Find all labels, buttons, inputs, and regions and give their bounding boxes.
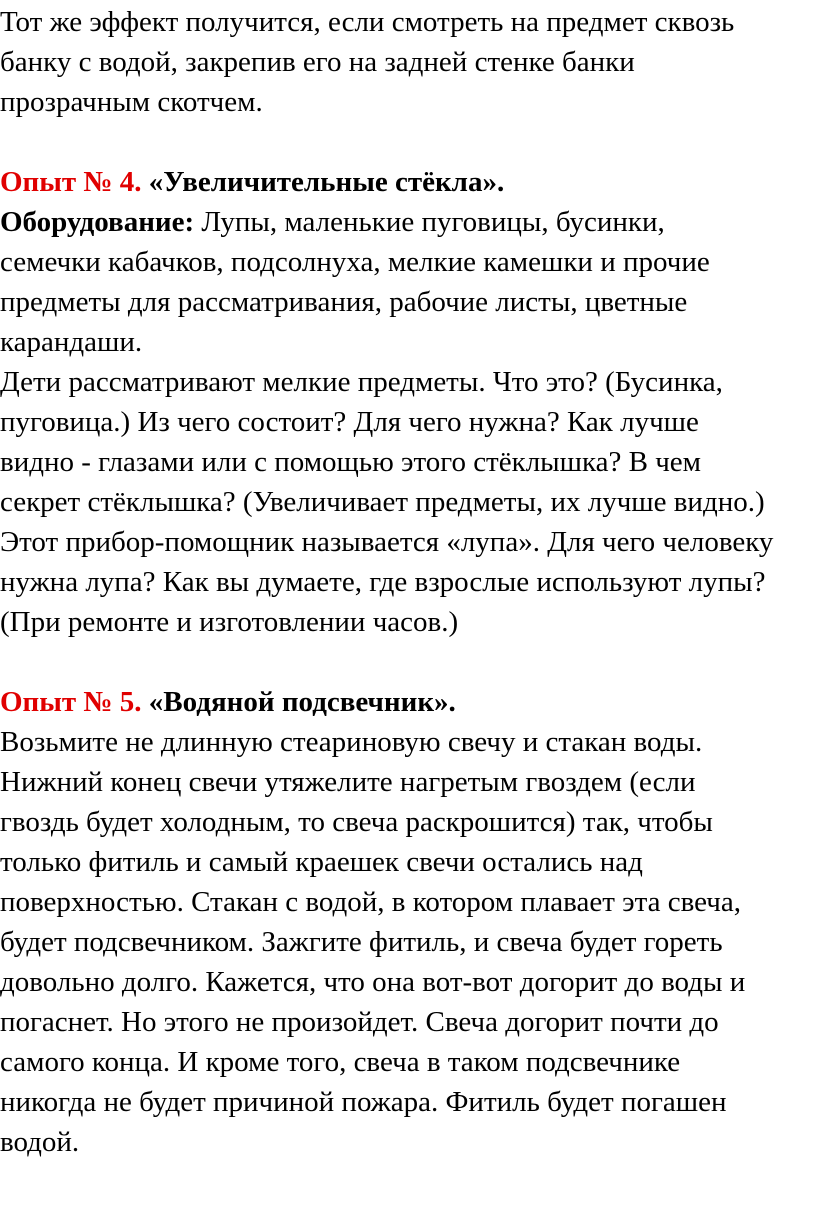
experiment-5-body-line-11: водой. [0,1126,80,1158]
experiment-5-body-line-6: будет подсвечником. Зажгите фитиль, и свеча будет гореть [0,926,723,958]
experiment-4-body-line-4: секрет стёклышка? (Увеличивает предметы, их лучше видно.) [0,486,765,518]
experiment-5-body-line-5: поверхностью. Стакан с водой, в котором плавает эта свеча, [0,886,742,918]
experiment-5-title: «Водяной подсвечник». [148,686,456,718]
experiment-4-title: «Увеличительные стёкла». [148,166,505,198]
experiment-4-body-line-1: Дети рассматривают мелкие предметы. Что это? (Бусинка, [0,366,723,398]
experiment-5-body-line-4: только фитиль и самый краешек свечи остались над [0,846,643,878]
experiment-5-body-line-8: погаснет. Но этого не произойдет. Свеча догорит почти до [0,1006,719,1038]
equipment-line-1 [0,202,665,242]
experiment-5-body-line-9: самого конца. И кроме того, свеча в таком подсвечнике [0,1046,681,1078]
equipment-line-4: карандаши. [0,326,143,358]
equipment-line-2: семечки кабачков, подсолнуха, мелкие камешки и прочие [0,246,710,278]
experiment-5-heading [0,682,456,722]
experiment-4-body-line-3: видно - глазами или с помощью этого стёклышка? В чем [0,446,702,478]
experiment-5-body-line-2: Нижний конец свечи утяжелите нагретым гвоздем (если [0,766,696,798]
experiment-4-body-line-6: нужна лупа? Как вы думаете, где взрослые используют лупы? [0,566,766,598]
experiment-5-number: Опыт № 5. [0,686,142,718]
intro-line-1: Тот же эффект получится, если смотреть на предмет сквозь [0,6,735,38]
experiment-5-body-line-1: Возьмите не длинную стеариновую свечу и стакан воды. [0,726,703,758]
intro-line-3: прозрачным скотчем. [0,86,263,118]
experiment-5-body-line-7: довольно долго. Кажется, что она вот-вот догорит до воды и [0,966,746,998]
experiment-5-body-line-3: гвоздь будет холодным, то свеча раскрошится) так, чтобы [0,806,713,838]
equipment-line-3: предметы для рассматривания, рабочие листы, цветные [0,286,688,318]
intro-line-2: банку с водой, закрепив его на задней стенке банки [0,46,635,78]
equipment-label: Оборудование: [0,206,195,238]
experiment-4-number: Опыт № 4. [0,166,142,198]
experiment-4-body-line-7: (При ремонте и изготовлении часов.) [0,606,459,638]
experiment-4-body-line-5: Этот прибор-помощник называется «лупа». Для чего человеку [0,526,774,558]
equipment-text: Лупы, маленькие пуговицы, бусинки, [201,206,665,238]
experiment-5-body-line-10: никогда не будет причиной пожара. Фитиль будет погашен [0,1086,727,1118]
experiment-4-body-line-2: пуговица.) Из чего состоит? Для чего нужна? Как лучше [0,406,699,438]
experiment-4-heading [0,162,504,202]
